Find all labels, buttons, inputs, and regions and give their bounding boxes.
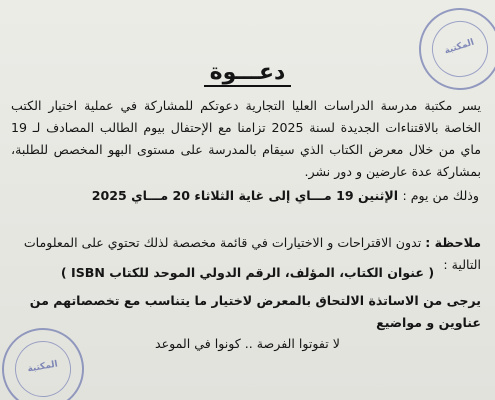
page-title: [0, 60, 495, 85]
intro-paragraph: يسر مكتبة مدرسة الدراسات العليا التجارية دعوتكم للمشاركة في عملية اختيار الكتب الخاصة بالاقتناءات الجديدة لسنة 2025 تزامنا مع الإحتفال بيوم الطالب المصادف لـ 19 ماي من خلال معرض الكتاب الذي سيقام بالمدرسة على مستوى البهو المخصص للطلبة، بمشاركة عدة عارضين و دور نشر.: [11, 98, 481, 179]
note-label: ملاحظة :: [425, 235, 481, 250]
dates-prefix: وذلك من يوم :: [402, 188, 479, 203]
note-text: تدون الاقتراحات و الاختيارات في قائمة مخصصة لذلك تحتوي على المعلومات التالية :: [23, 235, 481, 272]
dates-range: الإثنين 19 مـــاي إلى غاية الثلاثاء 20 مـــاي 2025: [91, 188, 399, 203]
stamp-label: المكتبة: [26, 359, 59, 375]
professors-request: يرجى من الاساتذة الالتحاق بالمعرض لاختيار ما يتناسب مع تخصصاتهم من عناوين و مواضيع: [29, 293, 481, 330]
title-text: دعـــوة: [204, 60, 292, 87]
event-dates: [19, 185, 479, 207]
stamp-label: المكتبة: [443, 37, 476, 57]
closing-line: لا تفوتوا الفرصة .. كونوا في الموعد: [155, 336, 340, 351]
required-fields: ( عنوان الكتاب، المؤلف، الرقم الدولي الموحد للكتاب ISBN ): [60, 265, 435, 280]
library-stamp-top: [408, 0, 495, 101]
